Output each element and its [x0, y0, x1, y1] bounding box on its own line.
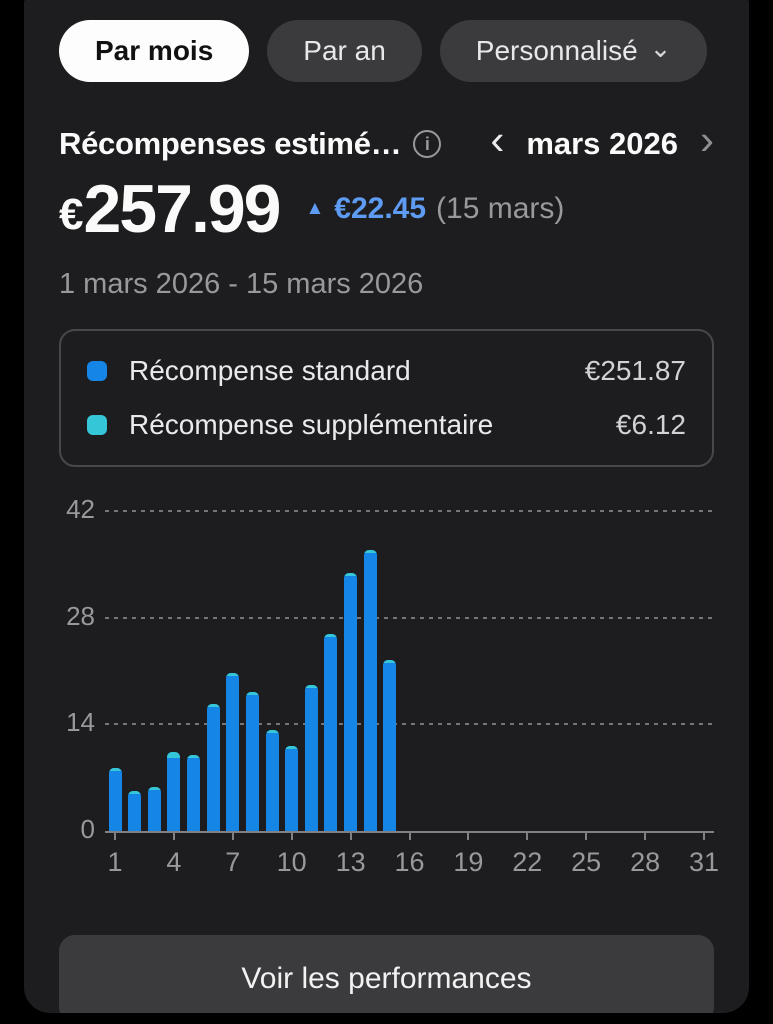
- x-axis-tick-25: [585, 831, 587, 840]
- x-axis-tick-1: [114, 831, 116, 840]
- bar-supplement-cap: [383, 660, 396, 663]
- bar-day-7[interactable]: [226, 673, 239, 831]
- x-axis-label-4: 4: [166, 847, 182, 877]
- standard-swatch-icon: [87, 361, 107, 381]
- bar-day-9[interactable]: [266, 730, 279, 831]
- chevron-down-icon: ⌄: [649, 33, 672, 63]
- tab-par-an[interactable]: Par an: [267, 20, 422, 82]
- bar-day-4[interactable]: [167, 752, 180, 831]
- bar-day-11[interactable]: [305, 685, 318, 831]
- bar-supplement-cap: [266, 730, 279, 733]
- date-range: 1 mars 2026 - 15 mars 2026: [59, 268, 424, 300]
- bar-supplement-cap: [246, 692, 259, 695]
- bar-supplement-cap: [187, 755, 200, 758]
- bar-supplement-cap: [364, 550, 377, 553]
- rewards-header: [59, 116, 714, 163]
- tab-par-mois[interactable]: Par mois: [59, 20, 249, 82]
- x-axis-label-31: 31: [688, 847, 720, 877]
- bar-day-12[interactable]: [324, 634, 337, 831]
- bar-supplement-cap: [324, 634, 337, 637]
- legend-label: Récompense supplémentaire: [129, 409, 494, 440]
- page-title: Récompenses estimé…: [59, 126, 402, 161]
- x-axis-label-22: 22: [512, 847, 543, 877]
- bar-day-10[interactable]: [285, 746, 298, 831]
- bar-day-6[interactable]: [207, 704, 220, 831]
- legend-value: €251.87: [584, 355, 686, 386]
- supplementaire-swatch-icon: [87, 415, 107, 435]
- y-axis-label-0: 0: [80, 814, 95, 844]
- x-axis-label-19: 19: [453, 847, 484, 877]
- legend-card: [59, 329, 714, 467]
- footer: [59, 935, 714, 1013]
- voir-performances-button[interactable]: Voir les performances: [59, 935, 714, 1013]
- bar-supplement-cap: [148, 787, 161, 790]
- bar-day-8[interactable]: [246, 692, 259, 831]
- rewards-bar-chart: [59, 494, 720, 891]
- x-axis-label-7: 7: [225, 847, 241, 877]
- bar-day-13[interactable]: [344, 573, 357, 831]
- x-axis-label-25: 25: [571, 847, 602, 877]
- x-axis-tick-13: [350, 831, 352, 840]
- bar-supplement-cap: [167, 752, 180, 758]
- x-axis-tick-16: [409, 831, 411, 840]
- bar-supplement-cap: [207, 704, 220, 707]
- y-axis-label-42: 42: [66, 494, 95, 524]
- tab-personnalise[interactable]: [440, 20, 708, 82]
- legend-label: Récompense standard: [129, 355, 411, 386]
- y-axis-label-14: 14: [66, 707, 95, 738]
- x-axis-tick-22: [526, 831, 528, 840]
- delta-group: [305, 192, 564, 226]
- bar-supplement-cap: [109, 768, 122, 771]
- x-axis-label-16: 16: [394, 847, 425, 877]
- bar-day-1[interactable]: [109, 768, 122, 831]
- gridline-42: [105, 510, 714, 512]
- x-axis-label-10: 10: [276, 847, 307, 877]
- x-axis-label-1: 1: [107, 847, 123, 877]
- month-label: mars 2026: [526, 126, 678, 161]
- bar-day-2[interactable]: [128, 791, 141, 831]
- x-axis-label-28: 28: [630, 847, 661, 877]
- legend-row-supplementaire: [87, 409, 686, 441]
- x-axis-tick-4: [173, 831, 175, 840]
- total-amount-row: [59, 170, 714, 248]
- x-axis-tick-10: [291, 831, 293, 840]
- bar-day-15[interactable]: [383, 660, 396, 831]
- bar-day-14[interactable]: [364, 550, 377, 831]
- bar-supplement-cap: [226, 673, 239, 676]
- bar-supplement-cap: [305, 685, 318, 688]
- gridline-28: [105, 617, 714, 619]
- bar-supplement-cap: [128, 791, 141, 794]
- info-icon[interactable]: i: [413, 130, 441, 158]
- currency-symbol: €: [59, 190, 84, 239]
- tab-personnalise-label: Personnalisé: [475, 35, 638, 66]
- x-axis-tick-31: [703, 831, 705, 840]
- chevron-right-icon[interactable]: ›: [700, 116, 714, 163]
- legend-row-standard: [87, 355, 686, 387]
- total-amount: 257.99: [83, 171, 280, 247]
- plot-area: [66, 494, 720, 877]
- bar-supplement-cap: [285, 746, 298, 749]
- legend-value: €6.12: [615, 409, 686, 440]
- gridline-14: [105, 723, 714, 725]
- app-screen: [24, 0, 749, 1013]
- x-axis-label-13: 13: [335, 847, 366, 877]
- month-navigator: [490, 116, 714, 163]
- bar-supplement-cap: [344, 573, 357, 576]
- y-axis-label-28: 28: [66, 600, 95, 631]
- period-tabs: [59, 20, 714, 82]
- chevron-left-icon[interactable]: ‹: [490, 116, 505, 163]
- bar-day-3[interactable]: [148, 787, 161, 831]
- delta-value: €22.45: [334, 192, 427, 225]
- delta-up-icon: ▲: [305, 198, 325, 219]
- x-axis-tick-28: [644, 831, 646, 840]
- delta-date-note: (15 mars): [436, 192, 565, 225]
- x-axis-tick-7: [232, 831, 234, 840]
- bar-day-5[interactable]: [187, 755, 200, 831]
- x-axis-tick-19: [467, 831, 469, 840]
